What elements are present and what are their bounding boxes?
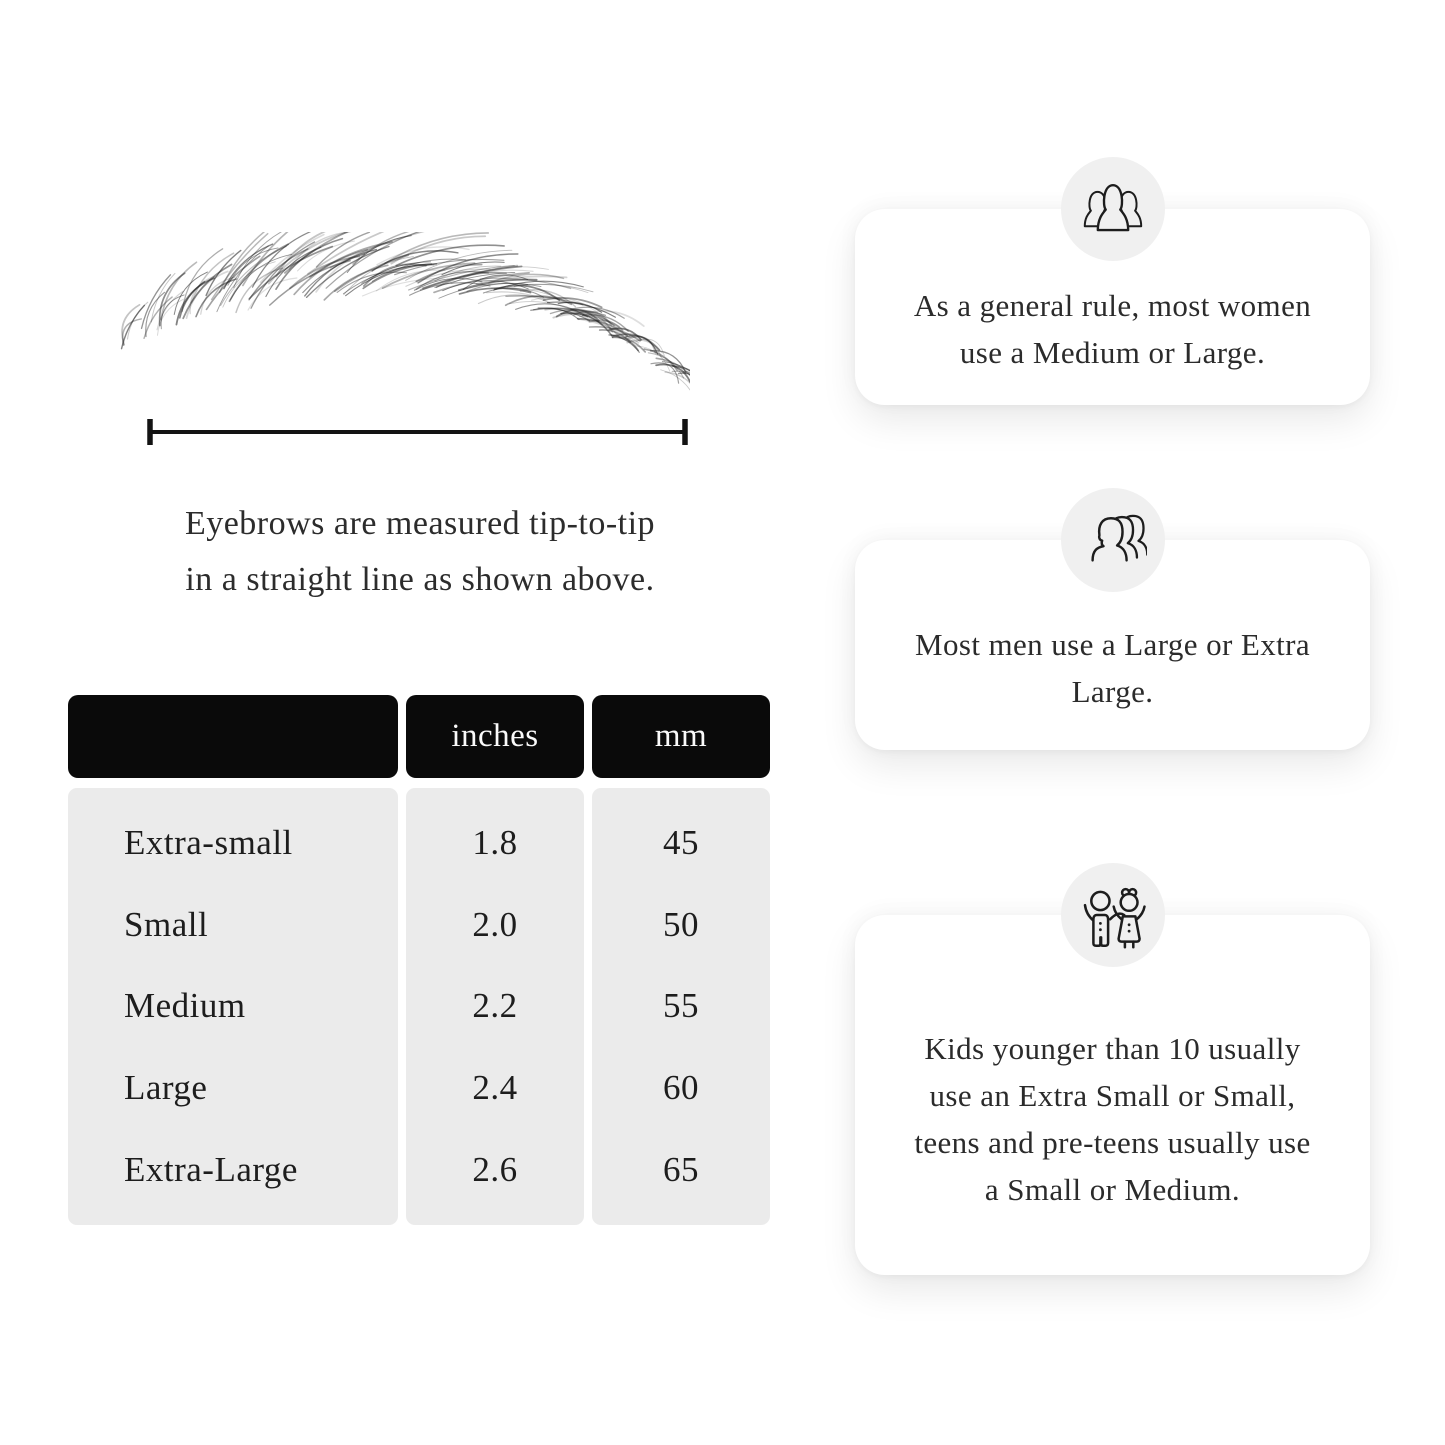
table-cell-inches: 2.4 xyxy=(472,1068,518,1108)
eyebrow-sketch-svg xyxy=(115,232,690,397)
table-cell-inches: 2.2 xyxy=(472,986,518,1026)
tip-text-men: Most men use a Large or Extra Large. xyxy=(915,627,1310,709)
size-table-header-name xyxy=(68,695,398,778)
table-cell-mm: 60 xyxy=(663,1068,699,1108)
women-group-icon xyxy=(1061,157,1165,261)
table-cell-mm: 55 xyxy=(663,986,699,1026)
tip-text-kids: Kids younger than 10 usually use an Extra Small or Small, teens and pre-teens usually use a Small or Medium. xyxy=(914,1031,1311,1207)
size-table xyxy=(68,695,770,1225)
tip-card-women xyxy=(855,209,1370,405)
tip-text-women: As a general rule, most women use a Medium or Large. xyxy=(913,288,1312,370)
table-row-label: Small xyxy=(124,904,209,944)
table-cell-inches: 1.8 xyxy=(472,822,518,862)
table-cell-mm: 65 xyxy=(663,1150,699,1190)
size-table-mm-column xyxy=(592,788,770,1225)
size-table-inches-column xyxy=(406,788,584,1225)
kids-icon xyxy=(1061,863,1165,967)
size-table-label-column xyxy=(68,788,398,1225)
table-cell-inches: 2.0 xyxy=(472,904,518,944)
men-group-icon xyxy=(1061,488,1165,592)
eyebrow-sketch xyxy=(115,232,690,397)
table-cell-mm: 45 xyxy=(663,822,699,862)
measurement-caption-line1: Eyebrows are measured tip-to-tip xyxy=(184,505,656,542)
measurement-caption xyxy=(78,496,762,608)
size-table-body xyxy=(68,788,770,1225)
table-row-label: Extra-Large xyxy=(124,1150,298,1190)
measurement-caption-line2: in a straight line as shown above. xyxy=(185,561,655,598)
table-cell-inches: 2.6 xyxy=(472,1150,518,1190)
size-table-header xyxy=(68,695,770,778)
table-cell-mm: 50 xyxy=(663,904,699,944)
tip-card-men xyxy=(855,540,1370,750)
table-row-label: Medium xyxy=(124,986,246,1026)
measurement-line xyxy=(145,416,690,448)
table-row-label: Large xyxy=(124,1068,208,1108)
table-row-label: Extra-small xyxy=(124,822,293,862)
size-table-header-inches: inches xyxy=(406,695,584,778)
tip-card-kids xyxy=(855,915,1370,1275)
size-table-header-mm: mm xyxy=(592,695,770,778)
